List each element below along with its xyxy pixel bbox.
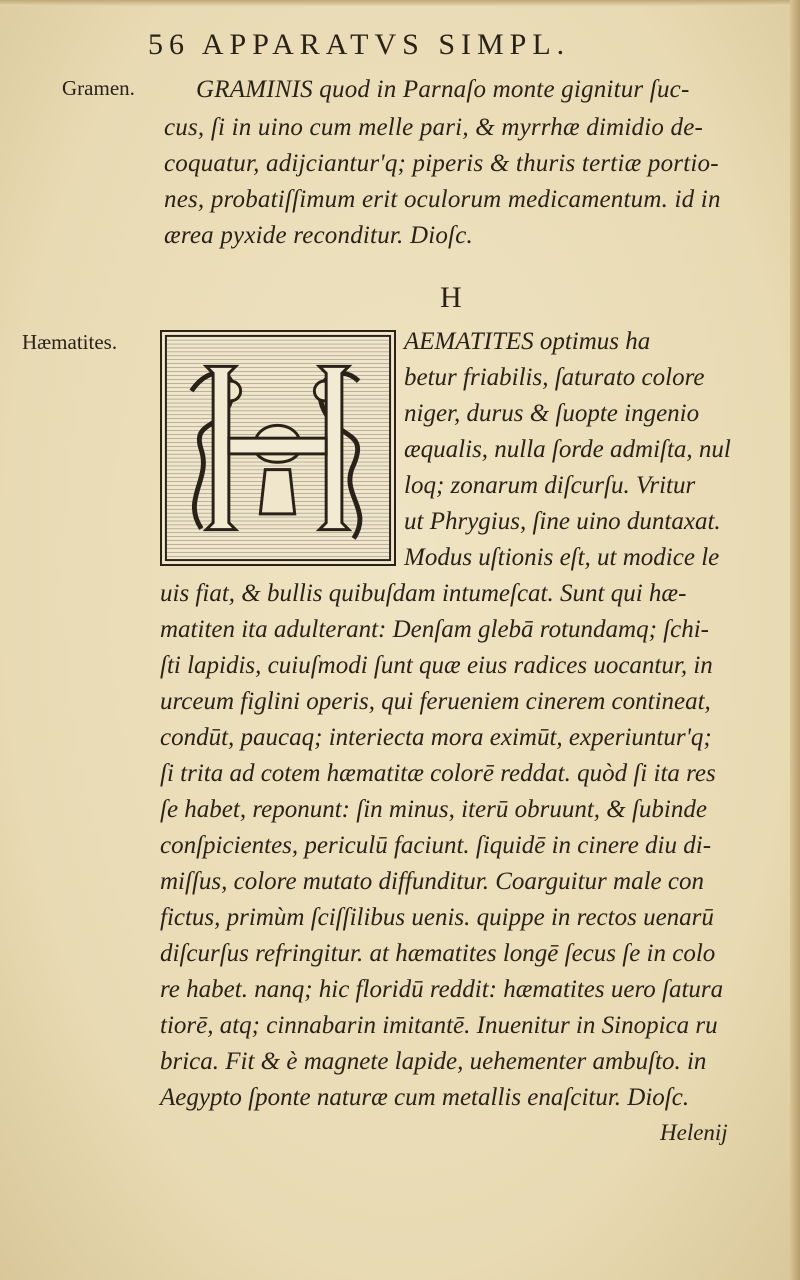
haematites-line: AEMATITES optimus ha <box>404 328 651 355</box>
haematites-line: uis fiat, & bullis quibuſdam intumeſcat. Sunt qui hæ- <box>160 580 687 607</box>
gramen-line: nes, probatiſſimum erit oculorum medicamentum. id in <box>164 186 721 213</box>
gramen-line: cus, ſi in uino cum melle pari, & myrrhæ dimidio de- <box>164 114 704 141</box>
page-top-edge <box>0 0 800 6</box>
haematites-line: re habet. nanq; hic floridū reddit: hæmatites uero ſatura <box>160 976 724 1003</box>
haematites-line: fictus, primùm ſciſſilibus uenis. quippe in rectos uenarū <box>160 904 714 931</box>
haematites-line: ſi trita ad cotem hæmatitæ colorē reddat. quòd ſi ita res <box>160 760 716 787</box>
page-right-edge <box>790 0 800 1280</box>
haematites-line: ſe habet, reponunt: ſin minus, iterū obruunt, & ſubinde <box>160 796 707 823</box>
gramen-line: coquatur, adijciantur'q; piperis & thuris tertiæ portio- <box>164 150 719 177</box>
haematites-line: diſcurſus refringitur. at hæmatites longē ſecus ſe in colo <box>160 940 716 967</box>
haematites-line: brica. Fit & è magnete lapide, uehementer ambuſto. in <box>160 1048 707 1075</box>
haematites-line: ut Phrygius, ſine uino duntaxat. <box>404 508 721 535</box>
haematites-line: Aegypto ſponte naturæ cum metallis enaſcitur. Dioſc. <box>160 1084 690 1111</box>
haematites-line: miſſus, colore mutato diffunditur. Coarguitur male con <box>160 868 704 895</box>
margin-note-gramen: Gramen. <box>62 76 135 100</box>
haematites-line: conſpicientes, periculū faciunt. ſiquidē in cinere diu di- <box>160 832 712 859</box>
haematites-line: æqualis, nulla ſorde admiſta, nul <box>404 436 731 463</box>
haematites-line: niger, durus & ſuopte ingenio <box>404 400 700 427</box>
haematites-line: matiten ita adulterant: Denſam glebā rotundamq; ſchi- <box>160 616 709 643</box>
haematites-line: tiorē, atq; cinnabarin imitantē. Inuenitur in Sinopica ru <box>160 1012 718 1039</box>
running-head: 56 APPARATVS SIMPL. <box>148 28 571 61</box>
haematites-line: betur friabilis, ſaturato colore <box>404 364 705 391</box>
gramen-line: GRAMINIS quod in Parnaſo monte gignitur ſuc- <box>196 76 690 103</box>
haematites-line: Modus uſtionis eſt, ut modice le <box>404 544 720 571</box>
haematites-line: ſti lapidis, cuiuſmodi ſunt quæ eius radices uocantur, in <box>160 652 713 679</box>
haematites-line: loq; zonarum diſcurſu. Vritur <box>404 472 696 499</box>
woodcut-initial-h-icon <box>162 332 394 564</box>
section-letter: H <box>440 281 462 314</box>
gramen-line: ærea pyxide reconditur. Dioſc. <box>164 222 473 249</box>
haematites-line: condūt, paucaq; interiecta mora eximūt, experiuntur'q; <box>160 724 712 751</box>
haematites-line: urceum figlini operis, qui ferueniem cinerem contineat, <box>160 688 711 715</box>
margin-note-haematites: Hæmatites. <box>22 330 118 354</box>
decorated-initial <box>160 330 396 566</box>
catchword: Helenij <box>660 1120 728 1145</box>
